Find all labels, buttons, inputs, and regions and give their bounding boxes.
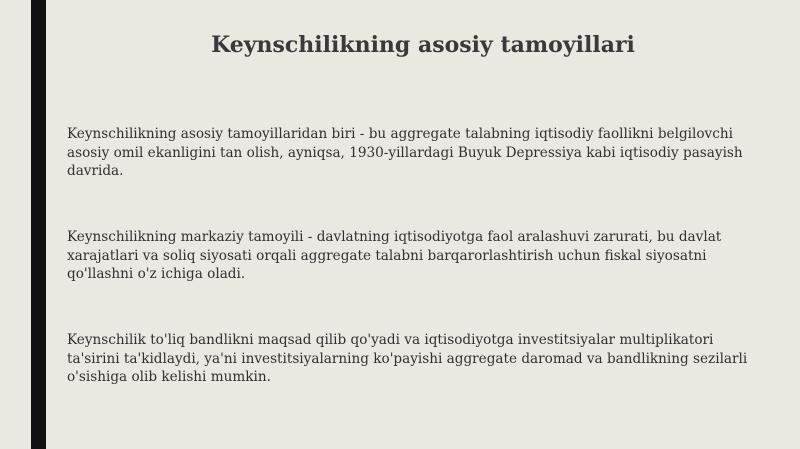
paragraph-1: Keynschilikning asosiy tamoyillaridan biri - bu aggregate talabning iqtisodiy faollikni belgilovchi asosiy omil ekanligini tan olish, ayniqsa, 1930-yillardagi Buyuk Depressiya kabi iqtisodiy pasayish davrida.	[67, 126, 743, 179]
paragraph-3: Keynschilik to'liq bandlikni maqsad qilib qo'yadi va iqtisodiyotga investitsiyalar multiplikatori ta'sirini ta'kidlaydi, ya'ni investitsiyalarning ko'payishi aggregate daromad va bandlikning sezilarli o'sishiga olib kelishi mumkin.	[67, 332, 748, 385]
left-accent-bar	[31, 0, 46, 449]
slide-title: Keynschilikning asosiy tamoyillari	[211, 32, 635, 58]
paragraph-2: Keynschilikning markaziy tamoyili - davlatning iqtisodiyotga faol aralashuvi zarurati, bu davlat xarajatlari va soliq siyosati orqali aggregate talabni barqarorlashtirish uchun fiskal siyosatni qo'llashni o'z ichiga oladi.	[67, 229, 722, 282]
